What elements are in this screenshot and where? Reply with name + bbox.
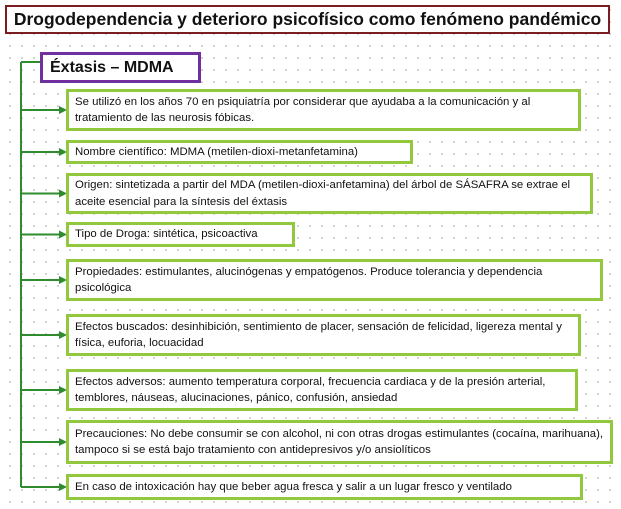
info-text: Se utilizó en los años 70 en psiquiatría por considerar que ayudaba a la comunicación y al tratamiento de las neurosis fóbicas.: [75, 95, 531, 124]
info-box-desired-effects: [66, 314, 581, 356]
info-text: Propiedades: estimulantes, alucinógenas y empatógenos. Produce tolerancia y dependencia psicológica: [75, 265, 543, 294]
info-text: Tipo de Droga: sintética, psicoactiva: [75, 228, 258, 241]
page-title: Drogodependencia y deterioro psicofísico como fenómeno pandémico: [5, 5, 610, 34]
info-box-intoxication: [66, 474, 583, 500]
subject-heading: [40, 52, 201, 83]
info-box-precautions: [66, 420, 613, 464]
subject-label: Éxtasis – MDMA: [50, 58, 174, 76]
info-box-drug-type: [66, 222, 295, 247]
info-box-properties: [66, 259, 603, 301]
info-text: Efectos buscados: desinhibición, sentimiento de placer, sensación de felicidad, ligereza mental y física, euforia, locuacidad: [75, 320, 562, 349]
info-text: Precauciones: No debe consumir se con alcohol, ni con otras drogas estimulantes (cocaína, marihuana), tampoco si se está bajo tratamiento con antidepresivos y/o ansiolíticos: [75, 427, 604, 456]
info-text: Efectos adversos: aumento temperatura corporal, frecuencia cardiaca y de la presión arterial, temblores, náuseas, alucinaciones, pánico, confusión, ansiedad: [75, 375, 546, 404]
info-text: En caso de intoxicación hay que beber agua fresca y salir a un lugar fresco y ventilado: [75, 480, 512, 493]
info-text: Nombre científico: MDMA (metilen-dioxi-metanfetamina): [75, 145, 358, 158]
info-box-usage-history: [66, 89, 581, 131]
info-box-scientific-name: [66, 140, 413, 164]
info-text: Origen: sintetizada a partir del MDA (metilen-dioxi-anfetamina) del árbol de SÁSAFRA se extrae el aceite esencial para la síntesis del éxtasis: [75, 179, 571, 208]
info-box-adverse-effects: [66, 369, 578, 411]
connector-branches: [21, 106, 67, 491]
info-box-origin: [66, 173, 593, 214]
